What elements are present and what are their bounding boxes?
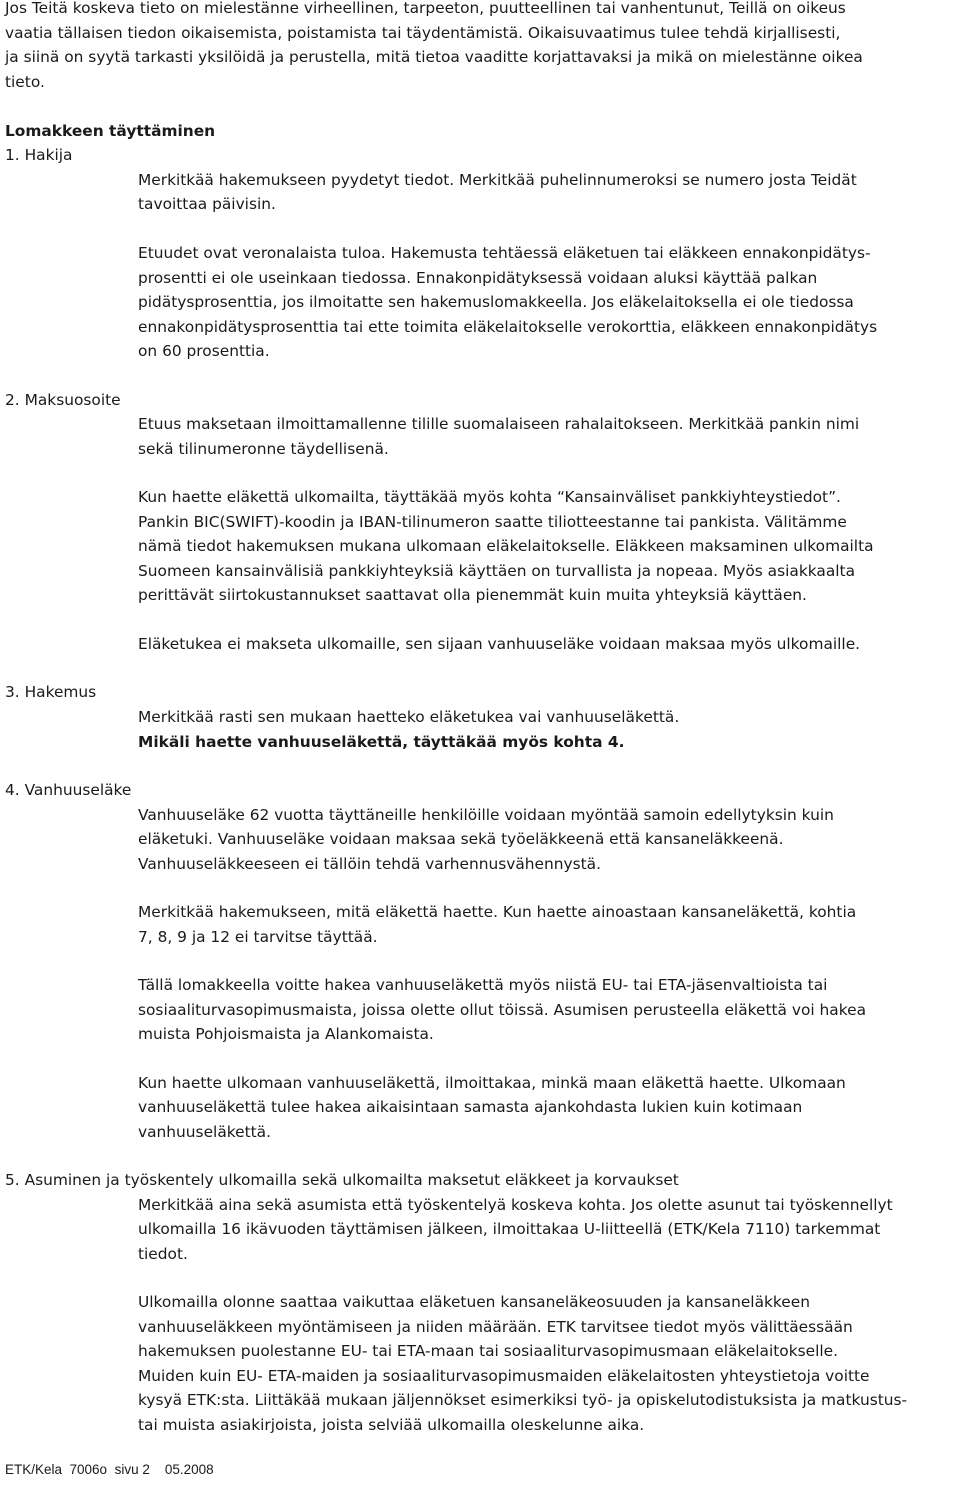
paragraph-line: eläketuki. Vanhuuseläke voidaan maksaa sekä työeläkkeenä että kansaneläkkeenä. — [138, 830, 784, 848]
paragraph-line: tiedot. — [138, 1244, 188, 1263]
section-title-vanhuuselake: 4. Vanhuuseläke — [5, 781, 132, 799]
paragraph-line: sekä tilinumeronne täydellisenä. — [138, 439, 389, 458]
paragraph-line: ulkomailla 16 ikävuoden täyttämisen jälkeen, ilmoittakaa U-liitteellä (ETK/Kela 7110) tarkemmat — [138, 1220, 881, 1238]
paragraph-line: 7, 8, 9 ja 12 ei tarvitse täyttää. — [138, 927, 378, 946]
intro-line: ja siinä on syytä tarkasti yksilöidä ja perustella, mitä tietoa vaaditte korjattavaksi ja mikä on mielestänne oikea — [5, 48, 863, 66]
paragraph-line: muista Pohjoismaista ja Alankomaista. — [138, 1025, 434, 1043]
section-title-hakemus: 3. Hakemus — [5, 683, 97, 701]
section-title-hakija: 1. Hakija — [5, 146, 73, 164]
paragraph-line: Merkitkää hakemukseen, mitä eläkettä haette. Kun haette ainoastaan kansaneläkettä, kohtia — [138, 903, 857, 921]
paragraph-line: Merkitkää hakemukseen pyydetyt tiedot. Merkitkää puhelinnumeroksi se numero josta Teidät — [138, 170, 857, 189]
paragraph-line: Merkitkää rasti sen mukaan haetteko eläketukea vai vanhuuseläkettä. — [138, 708, 680, 726]
paragraph-line: perittävät siirtokustannukset saattavat olla pienemmät kuin muita yhteyksiä käyttäen. — [138, 586, 807, 604]
paragraph-line: tai muista asiakirjoista, joista selviää ulkomailla oleskelunne aika. — [138, 1415, 645, 1434]
paragraph-line: Pankin BIC(SWIFT)-koodin ja IBAN-tilinumeron saatte tiliotteestanne tai pankista. Välitämme — [138, 512, 847, 531]
paragraph-line: vanhuuseläkettä tulee hakea aikaisintaan samasta ajankohdasta lukien kuin kotimaan — [138, 1098, 803, 1116]
paragraph-line-bold: Mikäli haette vanhuuseläkettä, täyttäkää myös kohta 4. — [138, 732, 625, 751]
paragraph-line: Vanhuuseläkkeeseen ei tällöin tehdä varhennusvähennystä. — [138, 854, 601, 873]
paragraph-line: kysyä ETK:sta. Liittäkää mukaan jäljennökset esimerkiksi työ- ja opiskelutodistuksista ja matkustus- — [138, 1391, 908, 1409]
section-title-maksuosoite: 2. Maksuosoite — [5, 390, 121, 409]
paragraph-line: sosiaaliturvasopimusmaista, joissa olette ollut töissä. Asumisen perusteella eläkettä voi hakea — [138, 1000, 866, 1019]
paragraph-line: ennakonpidätysprosenttia tai ette toimita eläkelaitokselle verokorttia, eläkkeen ennakonpidätys — [138, 317, 878, 336]
paragraph-line: Ulkomailla olonne saattaa vaikuttaa eläketuen kansaneläkeosuuden ja kansaneläkkeen — [138, 1293, 810, 1311]
page-footer: ETK/Kela 7006o sivu 2 05.2008 — [5, 1462, 214, 1477]
intro-line: vaatia tällaisen tiedon oikaisemista, poistamista tai täydentämistä. Oikaisuvaatimus tulee tehdä kirjallisesti, — [5, 23, 841, 42]
paragraph-line: Kun haette ulkomaan vanhuuseläkettä, ilmoittakaa, minkä maan eläkettä haette. Ulkomaan — [138, 1073, 846, 1092]
paragraph-line: vanhuuseläkettä. — [138, 1122, 271, 1141]
paragraph-line: Vanhuuseläke 62 vuotta täyttäneille henkilöille voidaan myöntää samoin edellytyksin kuin — [138, 805, 834, 824]
paragraph-line: tavoittaa päivisin. — [138, 195, 276, 213]
paragraph-line: Merkitkää aina sekä asumista että työskentelyä koskeva kohta. Jos olette asunut tai työskennellyt — [138, 1195, 893, 1214]
paragraph-line: Etuudet ovat veronalaista tuloa. Hakemusta tehtäessä eläketuen tai eläkkeen ennakonpidätys- — [138, 244, 871, 262]
paragraph-line: on 60 prosenttia. — [138, 342, 270, 360]
paragraph-line: Etuus maksetaan ilmoittamallenne tilille suomalaiseen rahalaitokseen. Merkitkää pankin nimi — [138, 415, 860, 433]
paragraph-line: pidätysprosenttia, jos ilmoitatte sen hakemuslomakkeella. Jos eläkelaitoksella ei ole tiedossa — [138, 293, 854, 311]
paragraph-line: Tällä lomakkeella voitte hakea vanhuuseläkettä myös niistä EU- tai ETA-jäsenvaltioista tai — [138, 976, 828, 994]
paragraph-line: hakemuksen puolestanne EU- tai ETA-maan tai sosiaaliturvasopimusmaan eläkelaitokselle. — [138, 1342, 839, 1360]
paragraph-line: Eläketukea ei makseta ulkomaille, sen sijaan vanhuuseläke voidaan maksaa myös ulkomaille. — [138, 634, 861, 653]
paragraph-line: Muiden kuin EU- ETA-maiden ja sosiaaliturvasopimusmaiden eläkelaitosten yhteystietoja voitte — [138, 1366, 870, 1385]
paragraph-line: prosentti ei ole useinkaan tiedossa. Ennakonpidätyksessä voidaan aluksi käyttää palkan — [138, 268, 818, 287]
intro-line: Jos Teitä koskeva tieto on mielestänne virheellinen, tarpeeton, puutteellinen tai vanhentunut, Teillä on oikeus — [5, 0, 846, 17]
paragraph-line: Kun haette eläkettä ulkomailta, täyttäkää myös kohta “Kansainväliset pankkiyhteystiedot”. — [138, 488, 841, 506]
section-title-asuminen: 5. Asuminen ja työskentely ulkomailla sekä ulkomailta maksetut eläkkeet ja korvaukset — [5, 1171, 679, 1189]
section-heading: Lomakkeen täyttäminen — [5, 121, 216, 140]
paragraph-line: nämä tiedot hakemuksen mukana ulkomaan eläkelaitokselle. Eläkkeen maksaminen ulkomailta — [138, 537, 874, 555]
paragraph-line: Suomeen kansainvälisiä pankkiyhteyksiä käyttäen on turvallista ja nopeaa. Myös asiakkaalta — [138, 561, 856, 580]
paragraph-line: vanhuuseläkkeen myöntämiseen ja niiden määrään. ETK tarvitsee tiedot myös välittäessään — [138, 1317, 853, 1336]
intro-line: tieto. — [5, 72, 45, 91]
